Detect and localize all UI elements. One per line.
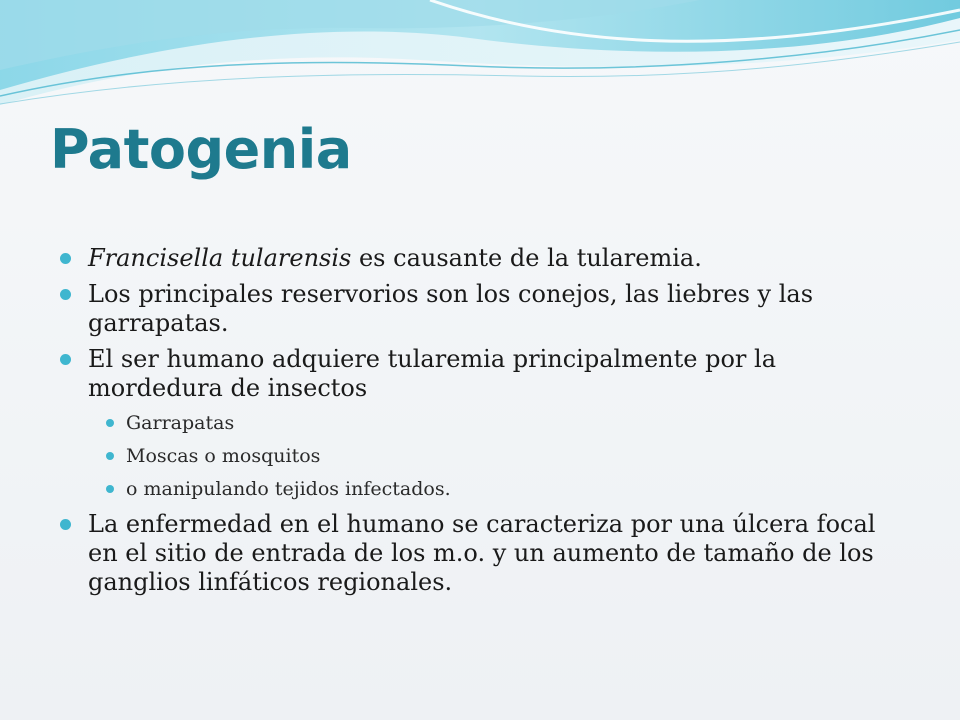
sub-bullet-item [88, 477, 910, 501]
sub-bullet-text: o manipulando tejidos infectados. [126, 478, 451, 500]
slide-title: Patogenia [50, 118, 352, 181]
bullet-item [60, 510, 910, 597]
bullet-text: El ser humano adquiere tularemia principalmente por la mordedura de insectos [88, 345, 776, 402]
bullet-text: La enfermedad en el humano se caracteriza por una úlcera focal en el sitio de entrada de los m.o. y un aumento de tamaño de los ganglios linfáticos regionales. [88, 510, 876, 596]
slide-body [60, 244, 910, 604]
bullet-dot-icon [60, 519, 71, 530]
bullet-list [60, 244, 910, 597]
bullet-dot-icon [60, 289, 71, 300]
sub-bullet-dot-icon [106, 452, 114, 460]
bullet-text: es causante de la tularemia. [351, 244, 702, 272]
bullet-item [60, 244, 910, 273]
sub-bullet-text: Moscas o mosquitos [126, 445, 321, 467]
sub-bullet-list [88, 411, 910, 501]
bullet-dot-icon [60, 253, 71, 264]
sub-bullet-item [88, 444, 910, 468]
species-name: Francisella tularensis [88, 244, 352, 272]
bullet-item [60, 280, 910, 338]
bullet-text: Los principales reservorios son los conejos, las liebres y las garrapatas. [88, 280, 814, 337]
bullet-dot-icon [60, 354, 71, 365]
bullet-item [60, 345, 910, 501]
sub-bullet-dot-icon [106, 485, 114, 493]
sub-bullet-dot-icon [106, 419, 114, 427]
sub-bullet-item [88, 411, 910, 435]
sub-bullet-text: Garrapatas [126, 412, 235, 434]
decorative-wave-header [0, 0, 960, 120]
